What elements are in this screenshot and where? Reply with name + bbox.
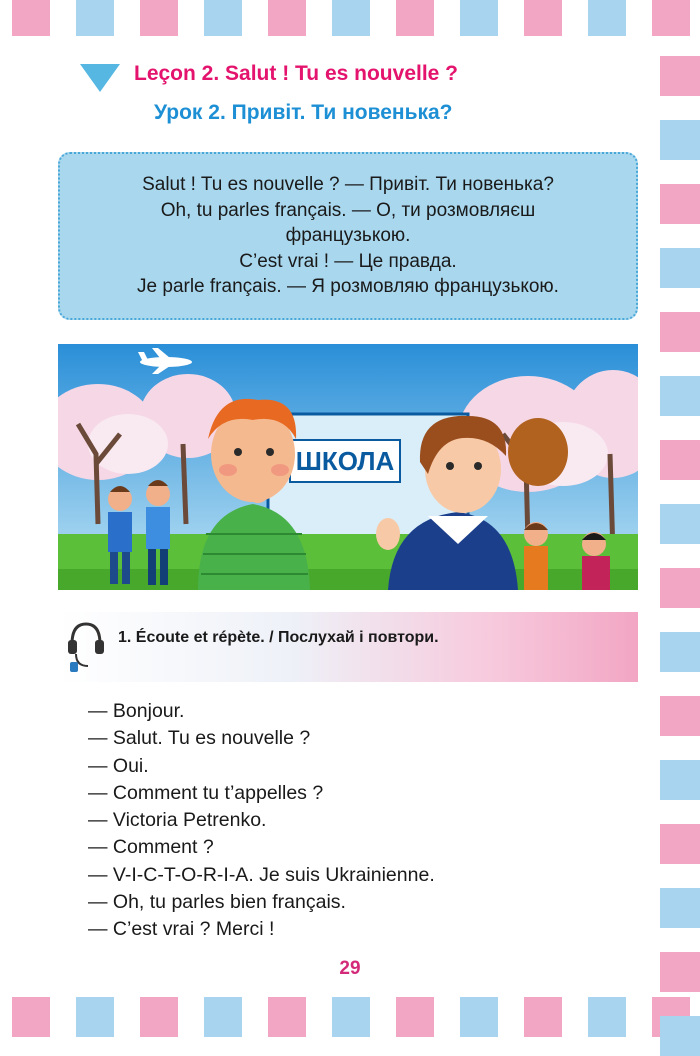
phrase-line: Salut ! Tu es nouvelle ? — Привіт. Ти новенька? (142, 173, 554, 195)
border-square (660, 888, 700, 928)
border-square (76, 997, 114, 1037)
school-sign: ШКОЛА (295, 446, 395, 476)
border-square (268, 997, 306, 1037)
phrase-line: C’est vrai ! — Це правда. (239, 250, 457, 272)
border-square (660, 568, 700, 608)
dialogue-line: — Bonjour. (88, 700, 185, 722)
border-square (660, 1016, 700, 1056)
border-square (396, 0, 434, 36)
border-square (140, 997, 178, 1037)
border-square (460, 997, 498, 1037)
dialogue-line: — V-I-C-T-O-R-I-A. Je suis Ukrainienne. (88, 863, 435, 886)
border-square (204, 0, 242, 36)
border-square (524, 997, 562, 1037)
phrase-line: французькою. (285, 225, 411, 247)
dialogue-line: — Salut. Tu es nouvelle ? (88, 727, 311, 750)
border-square (12, 997, 50, 1037)
border-square (660, 696, 700, 736)
border-square (660, 824, 700, 864)
border-square (268, 0, 306, 36)
dialogue-line: — Comment ? (88, 836, 214, 859)
border-square (204, 997, 242, 1037)
border-square (588, 997, 626, 1037)
border-square (660, 56, 700, 96)
border-square (524, 0, 562, 36)
border-square (660, 120, 700, 160)
title-triangle-icon (80, 64, 120, 92)
bottom-border-stripes (0, 997, 700, 1037)
top-border-stripes (0, 0, 700, 36)
dialogue-line: — Comment tu t’appelles ? (88, 781, 324, 804)
border-square (660, 376, 700, 416)
school-illustration (58, 344, 638, 590)
phrase-line: Oh, tu parles français. — О, ти розмовляєш (160, 199, 536, 221)
exercise-title: 1. Écoute et répète. / Послухай і повтори. (118, 629, 439, 646)
exercise-header (58, 612, 638, 682)
page-number: 29 (339, 958, 361, 979)
lesson-title-ukrainian: Урок 2. Привіт. Ти новенька? (154, 101, 453, 124)
border-square (332, 0, 370, 36)
right-border-stripes (660, 0, 700, 1037)
border-square (460, 0, 498, 36)
dialogue-line: — Oh, tu parles bien français. (88, 891, 346, 914)
border-square (396, 997, 434, 1037)
border-square (660, 632, 700, 672)
border-square (588, 0, 626, 36)
dialogue-list (88, 698, 435, 944)
border-square (660, 760, 700, 800)
border-square (660, 248, 700, 288)
border-square (660, 504, 700, 544)
border-square (660, 440, 700, 480)
border-square (12, 0, 50, 36)
border-square (660, 184, 700, 224)
dialogue-line: — C’est vrai ? Merci ! (88, 918, 275, 941)
dialogue-line: — Oui. (88, 754, 149, 777)
key-phrases-box (58, 152, 638, 320)
dialogue-line: — Victoria Petrenko. (88, 809, 267, 832)
border-square (332, 997, 370, 1037)
headset-icon (66, 620, 106, 674)
border-square (660, 312, 700, 352)
border-square (76, 0, 114, 36)
lesson-title-french: Leçon 2. Salut ! Tu es nouvelle ? (134, 62, 459, 85)
phrase-line: Je parle français. — Я розмовляю французькою. (137, 276, 559, 298)
border-square (140, 0, 178, 36)
